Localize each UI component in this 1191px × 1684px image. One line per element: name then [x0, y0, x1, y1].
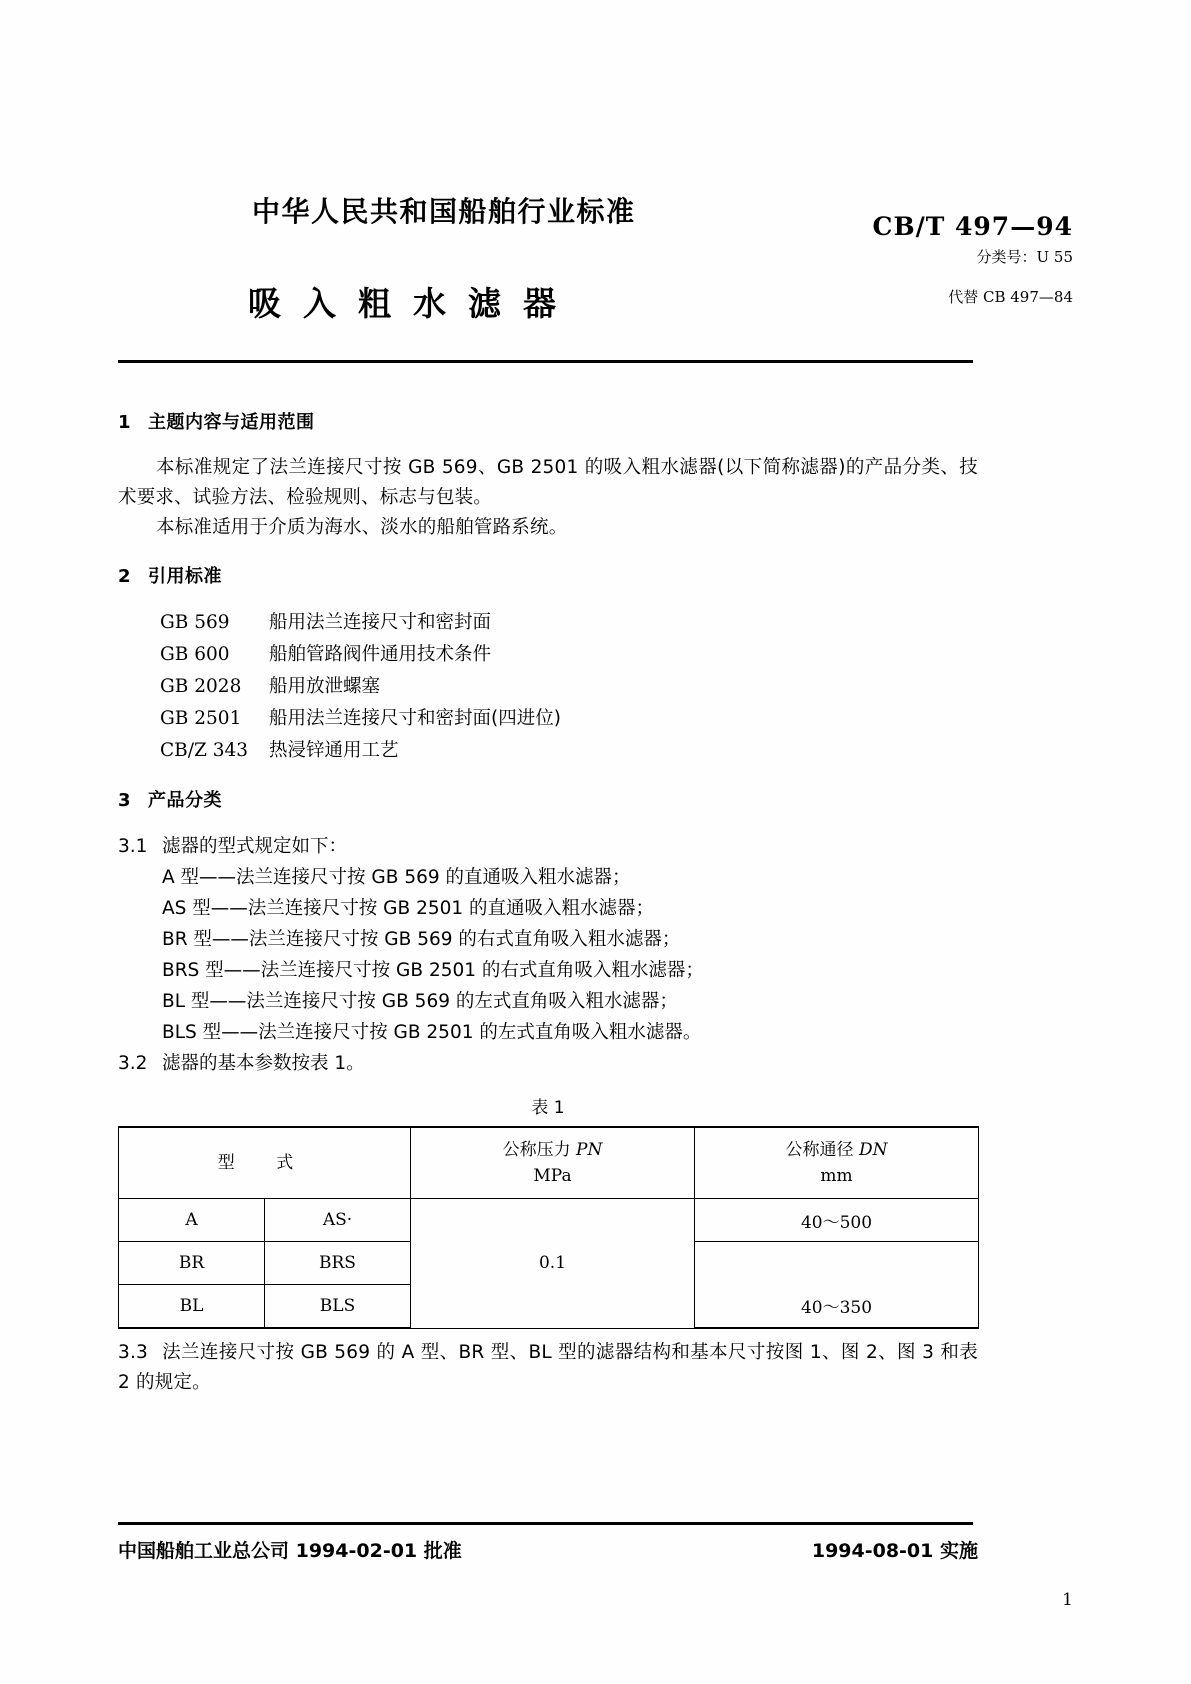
referenced-standards-list — [118, 607, 978, 767]
header-cell-type: 型 式 — [119, 1127, 411, 1199]
reference-name: 船用法兰连接尺寸和密封面 — [269, 612, 492, 633]
reference-code: GB 569 — [160, 612, 230, 633]
implementation-date: 1994-08-01 实施 — [811, 1540, 978, 1562]
reference-name: 船舶管路阀件通用技术条件 — [269, 644, 492, 665]
clause-3-3-text: 法兰连接尺寸按 GB 569 的 A 型、BR 型、BL 型的滤器结构和基本尺寸按图 1、图 2、图 3 和表 2 的规定。 — [118, 1342, 978, 1393]
clause-3-1 — [118, 831, 978, 862]
page-title: 吸入粗水滤器 — [248, 284, 578, 323]
list-item: BR 型——法兰连接尺寸按 GB 569 的右式直角吸入粗水滤器； — [162, 929, 681, 950]
reference-name: 船用法兰连接尺寸和密封面(四进位) — [269, 708, 561, 729]
table-header-row — [119, 1127, 979, 1199]
document-body — [118, 408, 978, 1398]
table-row — [119, 1199, 979, 1242]
section-1-paragraph-2: 本标准适用于介质为海水、淡水的船舶管路系统。 — [156, 517, 568, 538]
reference-code: GB 2501 — [160, 708, 242, 729]
header-diameter-label: 公称通径 — [785, 1140, 859, 1160]
replaces-standard — [948, 286, 1073, 307]
header-diameter-symbol: DN — [858, 1140, 888, 1160]
header-cell-pressure — [411, 1127, 695, 1199]
reference-name: 热浸锌通用工艺 — [269, 740, 399, 761]
cell-type-as: AS· — [265, 1199, 411, 1242]
list-item: A 型——法兰连接尺寸按 GB 569 的直通吸入粗水滤器； — [162, 867, 631, 888]
section-1-heading — [118, 408, 978, 434]
clause-3-1-number: 3.1 — [118, 836, 148, 857]
issuing-organization: 中华人民共和国船舶行业标准 — [252, 195, 636, 228]
list-item: BRS 型——法兰连接尺寸按 GB 2501 的右式直角吸入粗水滤器； — [162, 960, 704, 981]
header-cell-diameter — [695, 1127, 979, 1199]
document-footer — [118, 1536, 978, 1576]
section-2-heading — [118, 562, 978, 588]
section-1-number: 1 — [118, 412, 132, 433]
section-3-heading — [118, 786, 978, 812]
section-3-title: 产品分类 — [148, 790, 222, 811]
footer-divider-rule — [118, 1522, 973, 1525]
cell-type-br: BR — [119, 1242, 265, 1285]
table-1-caption: 表 1 — [531, 1098, 565, 1118]
section-2-title: 引用标准 — [148, 566, 222, 587]
section-3-number: 3 — [118, 790, 132, 811]
reference-code: GB 2028 — [160, 676, 242, 697]
table-1-basic-parameters — [118, 1126, 979, 1329]
cell-diameter-value-2-top — [695, 1242, 979, 1285]
section-2-number: 2 — [118, 566, 132, 587]
clause-3-2-text: 滤器的基本参数按表 1。 — [162, 1053, 365, 1074]
reference-name: 船用放泄螺塞 — [269, 676, 381, 697]
document-header — [118, 190, 1073, 323]
cell-diameter-value-1: 40～500 — [695, 1199, 979, 1242]
list-item — [118, 639, 978, 671]
list-item: BLS 型——法兰连接尺寸按 GB 2501 的左式直角吸入粗水滤器。 — [162, 1022, 702, 1043]
replaces-value: CB 497—84 — [983, 288, 1073, 306]
approval-statement: 中国船舶工业总公司 1994-02-01 批准 — [118, 1540, 462, 1562]
replaces-label: 代替 — [948, 288, 983, 306]
list-item: AS 型——法兰连接尺寸按 GB 2501 的直通吸入粗水滤器； — [162, 898, 655, 919]
classification-number — [976, 246, 1073, 267]
section-1-paragraph-1: 本标准规定了法兰连接尺寸按 GB 569、GB 2501 的吸入粗水滤器(以下简称滤器)的产品分类、技术要求、试验方法、检验规则、标志与包装。 — [118, 457, 978, 508]
header-pressure-symbol: PN — [576, 1140, 603, 1160]
cell-pressure-value: 0.1 — [411, 1199, 695, 1329]
classification-value: U 55 — [1036, 248, 1073, 266]
cell-diameter-value-2: 40～350 — [695, 1285, 979, 1329]
header-diameter-unit: mm — [820, 1166, 853, 1186]
clause-3-2-number: 3.2 — [118, 1053, 148, 1074]
cell-type-bls: BLS — [265, 1285, 411, 1329]
cell-type-a: A — [119, 1199, 265, 1242]
standard-number: CB/T 497—94 — [872, 212, 1073, 241]
clause-3-1-text: 滤器的型式规定如下： — [162, 836, 348, 857]
list-item — [118, 671, 978, 703]
clause-3-2 — [118, 1048, 978, 1079]
list-item: BL 型——法兰连接尺寸按 GB 569 的左式直角吸入粗水滤器； — [162, 991, 678, 1012]
header-pressure-label: 公称压力 — [502, 1140, 577, 1160]
header-top-row — [118, 190, 1073, 323]
reference-code: CB/Z 343 — [160, 740, 249, 761]
header-pressure-unit: MPa — [533, 1166, 572, 1186]
section-1-title: 主题内容与适用范围 — [148, 412, 315, 433]
reference-code: GB 600 — [160, 644, 230, 665]
list-item — [118, 607, 978, 639]
list-item — [118, 703, 978, 735]
header-divider-rule — [118, 360, 973, 363]
cell-type-brs: BRS — [265, 1242, 411, 1285]
filter-type-list — [118, 862, 978, 1048]
cell-type-bl: BL — [119, 1285, 265, 1329]
page-number: 1 — [1062, 1590, 1073, 1610]
clause-3-3-number: 3.3 — [118, 1342, 149, 1363]
list-item — [118, 735, 978, 767]
clause-3-3 — [118, 1338, 978, 1398]
classification-label: 分类号： — [976, 248, 1037, 266]
